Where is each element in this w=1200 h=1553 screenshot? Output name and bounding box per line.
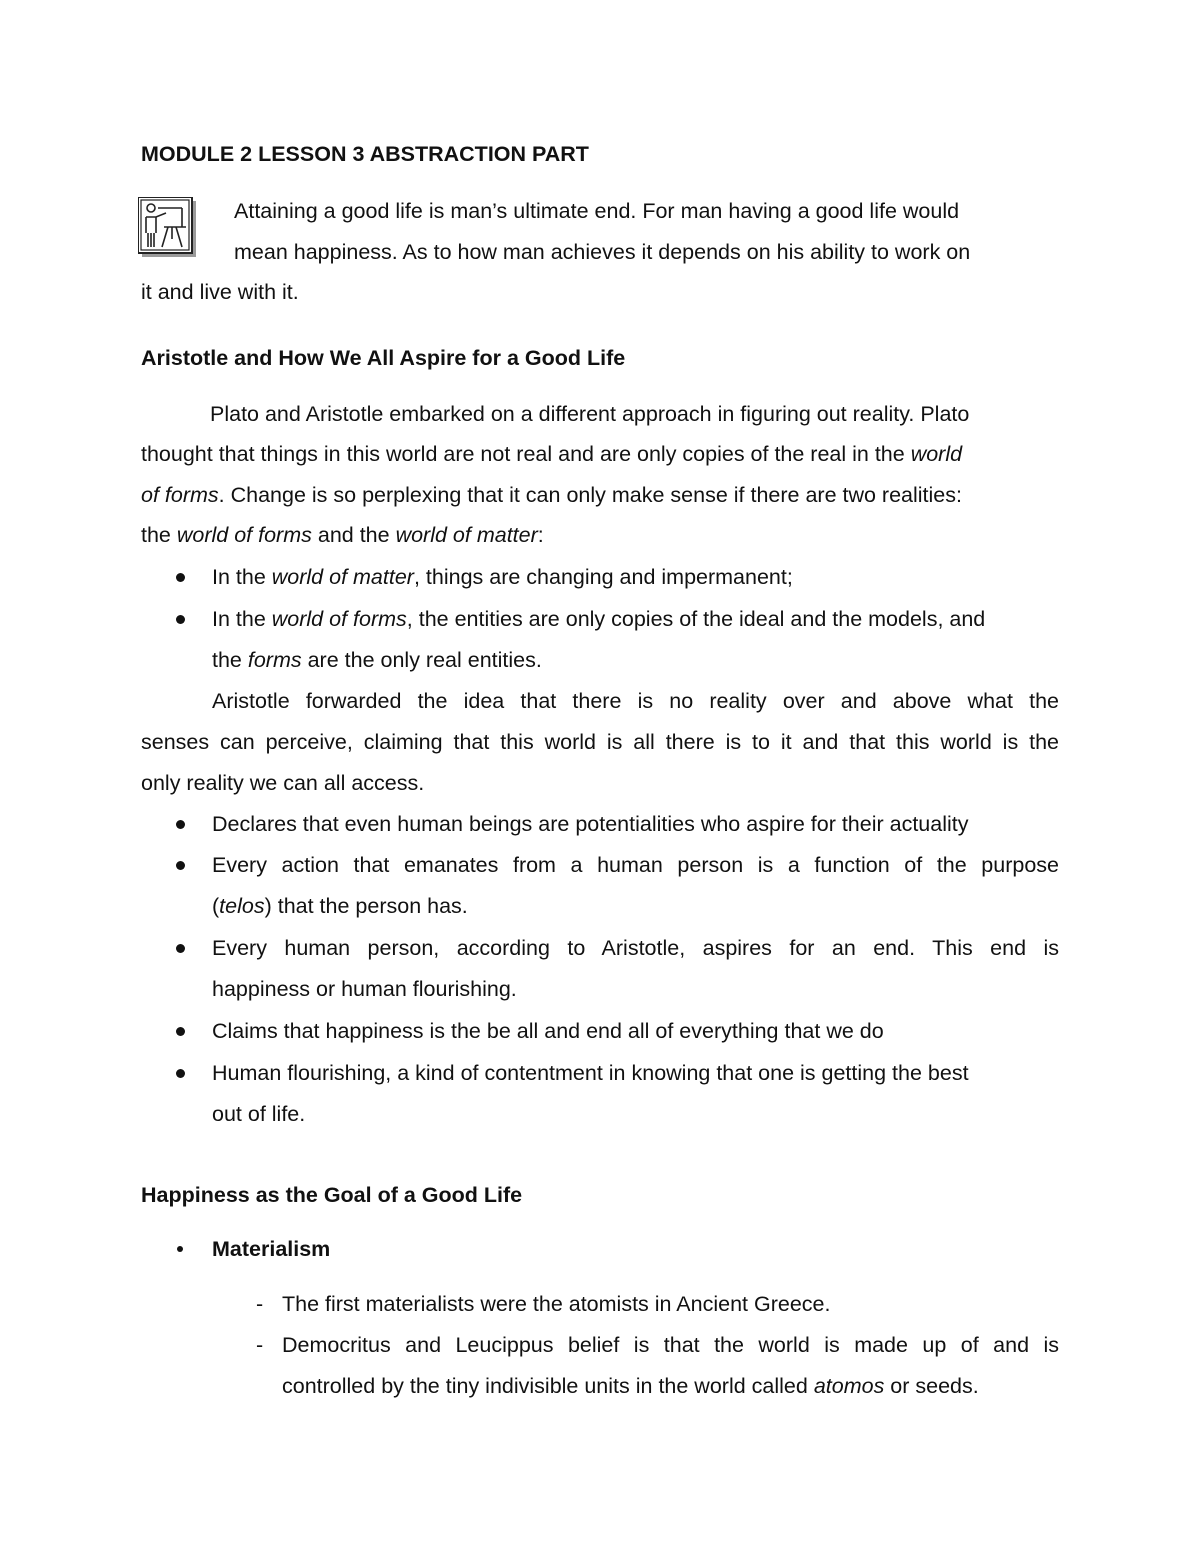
bullet-marker (176, 573, 185, 582)
list-item-continuation: the forms are the only real entities. (212, 648, 542, 672)
intro-line-1: Attaining a good life is man’s ultimate end. For man having a good life would (234, 199, 960, 223)
list-item: Every human person, according to Aristotle, aspires for an end. This end is (212, 936, 1059, 960)
list-item: Declares that even human beings are potentialities who aspire for their actuality (212, 812, 969, 836)
list-item-continuation: out of life. (212, 1102, 306, 1126)
paragraph-line: senses can perceive, claiming that this world is all there is to it and that this world is the (141, 730, 1059, 754)
paragraph-line: only reality we can all access. (141, 771, 425, 795)
paragraph-line: thought that things in this world are not real and are only copies of the real in the world (141, 442, 963, 466)
paragraph-line: the world of forms and the world of matter: (141, 523, 544, 547)
dash-marker: - (256, 1333, 264, 1357)
list-item: In the world of matter, things are changing and impermanent; (212, 565, 793, 589)
list-item: The first materialists were the atomists in Ancient Greece. (282, 1292, 831, 1316)
list-item: Human flourishing, a kind of contentment in knowing that one is getting the best (212, 1061, 969, 1085)
list-item: Claims that happiness is the be all and end all of everything that we do (212, 1019, 884, 1043)
bullet-marker (176, 615, 185, 624)
list-item-continuation: happiness or human flourishing. (212, 977, 517, 1001)
list-item: Democritus and Leucippus belief is that the world is made up of and is (282, 1333, 1059, 1357)
bullet-marker (176, 1069, 185, 1078)
list-item-continuation: controlled by the tiny indivisible units in the world called atomos or seeds. (282, 1374, 979, 1398)
bullet-marker (176, 1027, 185, 1036)
list-item: In the world of forms, the entities are only copies of the ideal and the models, and (212, 607, 986, 631)
module-title: MODULE 2 LESSON 3 ABSTRACTION PART (141, 142, 589, 166)
dash-marker: - (256, 1292, 264, 1316)
paragraph-line: of forms. Change is so perplexing that it can only make sense if there are two realities: (141, 483, 962, 507)
paragraph-line: Aristotle forwarded the idea that there is no reality over and above what the (212, 689, 1059, 713)
bullet-marker (176, 861, 185, 870)
intro-line-2: mean happiness. As to how man achieves it depends on his ability to work on (234, 240, 971, 264)
section-heading-aristotle: Aristotle and How We All Aspire for a Good Life (141, 346, 626, 370)
paragraph-line: Plato and Aristotle embarked on a different approach in figuring out reality. Plato (210, 402, 970, 426)
intro-line-3: it and live with it. (141, 280, 299, 304)
list-item: Every action that emanates from a human person is a function of the purpose (212, 853, 1059, 877)
list-item-continuation: (telos) that the person has. (212, 894, 468, 918)
bullet-marker (176, 820, 185, 829)
teacher-presenting-icon (138, 197, 198, 259)
document-page (141, 0, 1059, 1553)
bullet-marker (177, 1246, 183, 1252)
bullet-marker (176, 944, 185, 953)
section-heading-happiness: Happiness as the Goal of a Good Life (141, 1183, 523, 1207)
sub-heading-materialism: Materialism (212, 1237, 331, 1261)
